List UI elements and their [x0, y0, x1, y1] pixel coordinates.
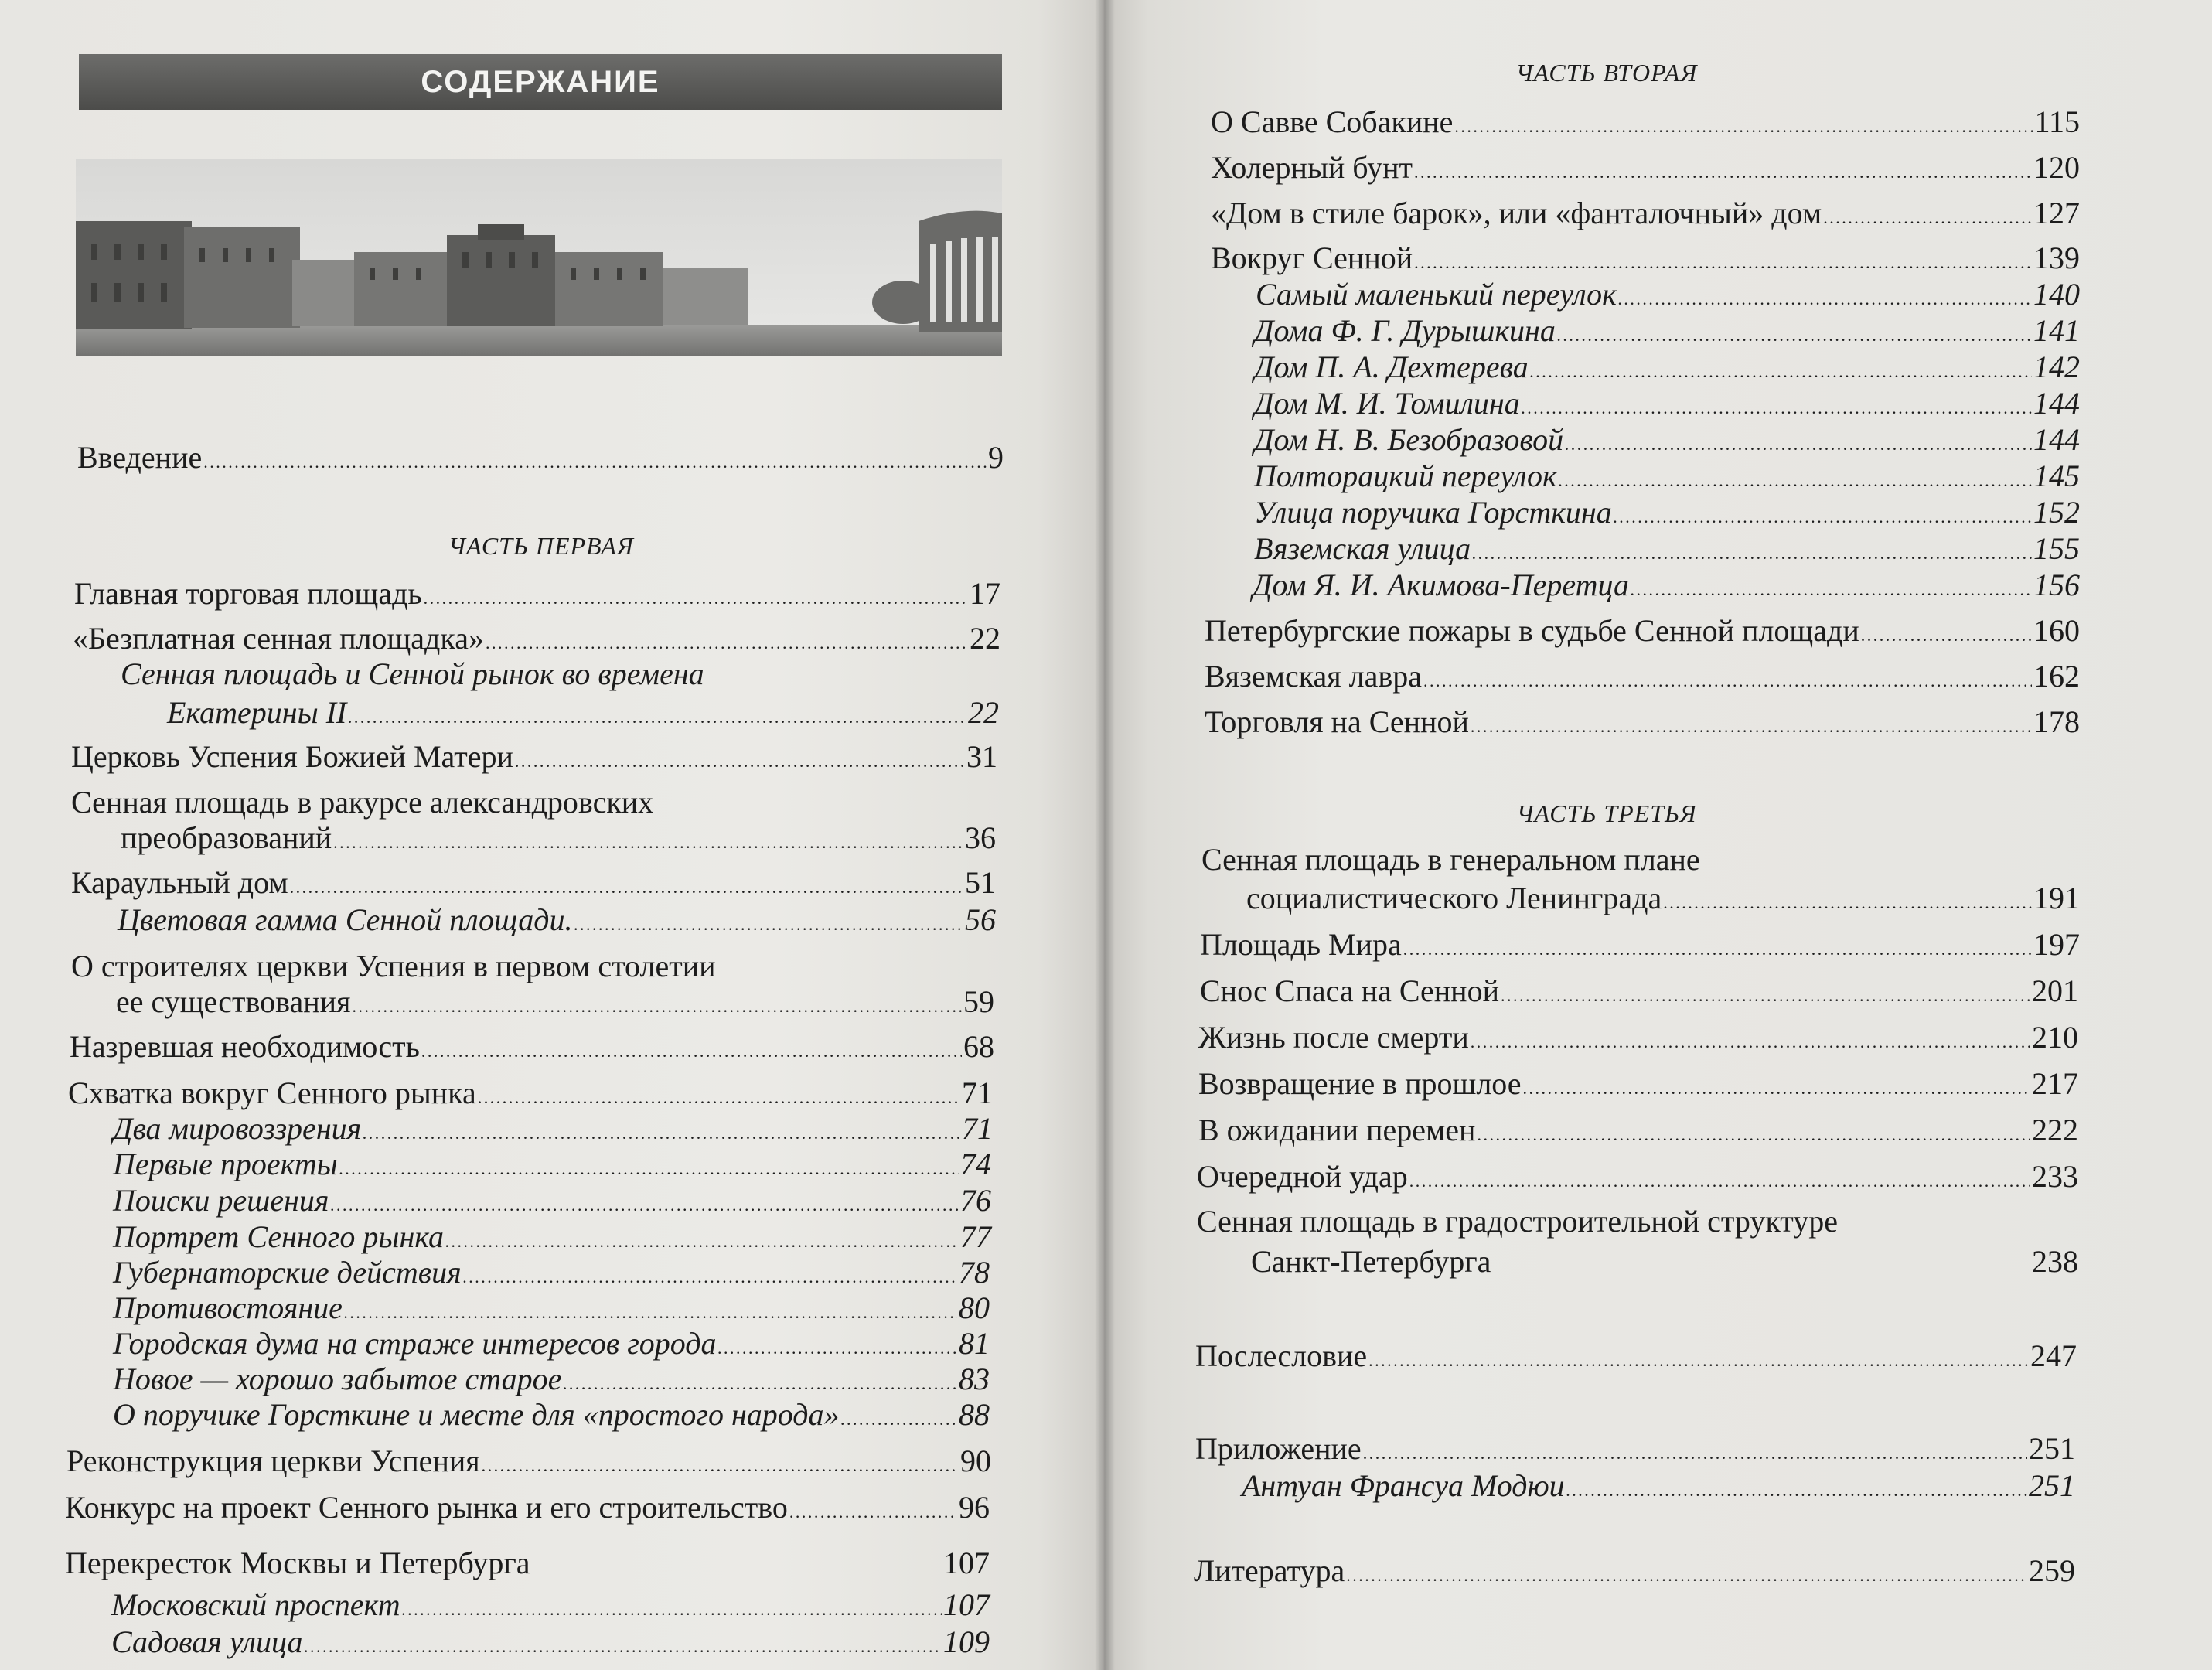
toc-entry[interactable] — [1246, 880, 2080, 922]
toc-entry[interactable] — [70, 1028, 994, 1070]
toc-entry[interactable] — [66, 1443, 991, 1484]
toc-entry-title: ее существования — [116, 984, 351, 1019]
toc-entry[interactable] — [1200, 973, 2078, 1014]
toc-entry-title: Московский проспект — [111, 1587, 400, 1622]
toc-entry-page: 88 — [959, 1397, 990, 1432]
toc-entry-title: Церковь Успения Божией Матери — [71, 739, 513, 774]
dot-leader — [1557, 312, 2032, 354]
dot-leader — [1409, 1158, 2030, 1200]
toc-entry-title: Торговля на Сенной — [1205, 704, 1469, 739]
toc-entry-page: 17 — [970, 576, 1000, 611]
toc-entry-title: Вокруг Сенной — [1211, 240, 1413, 275]
dot-leader — [1530, 349, 2032, 390]
toc-entry-page: 155 — [2033, 531, 2080, 566]
toc-entry[interactable] — [1205, 704, 2080, 745]
toc-entry[interactable] — [1254, 349, 2080, 390]
toc-entry-title: Садовая улица — [111, 1624, 303, 1659]
toc-entry-page: 145 — [2033, 458, 2080, 493]
toc-entry-page: 81 — [959, 1326, 990, 1361]
dot-leader — [1454, 104, 2033, 145]
toc-entry-page: 141 — [2033, 313, 2080, 348]
toc-entry-title: Новое — хорошо забытое старое — [113, 1362, 562, 1396]
left-page — [0, 0, 1104, 1670]
dot-leader — [1363, 1430, 2027, 1472]
toc-entry-page: 162 — [2033, 659, 2080, 694]
dot-leader — [1477, 1112, 2030, 1154]
toc-entry-page: 251 — [2029, 1431, 2075, 1466]
part-one-heading: ЧАСТЬ ПЕРВАЯ — [448, 532, 634, 560]
toc-entry[interactable] — [1200, 926, 2080, 968]
toc-entry[interactable] — [65, 1545, 990, 1586]
dot-leader — [1522, 385, 2032, 427]
toc-entry-title: Портрет Сенного рынка — [113, 1219, 445, 1254]
toc-entry-title: Городская дума на страже интересов города — [113, 1326, 717, 1361]
dot-leader — [1559, 458, 2032, 499]
toc-entry-page: 120 — [2033, 150, 2080, 185]
toc-entry-title: Антуан Франсуа Модюи — [1242, 1468, 1565, 1503]
dot-leader — [1618, 276, 2032, 318]
toc-entry-page: 233 — [2032, 1159, 2078, 1194]
dot-leader — [402, 1586, 942, 1628]
toc-entry-page: 191 — [2033, 881, 2080, 915]
dot-leader — [348, 694, 966, 736]
toc-entry-page: 68 — [963, 1029, 994, 1064]
toc-entry-page: 76 — [960, 1183, 991, 1218]
toc-entry-title-line1[interactable]: О строителях церкви Успения в первом столетии — [71, 949, 716, 983]
toc-entry[interactable] — [121, 820, 996, 861]
toc-entry-page: 222 — [2032, 1113, 2078, 1147]
dot-leader — [1414, 149, 2032, 191]
toc-entry-page: 96 — [959, 1490, 990, 1525]
dot-leader — [352, 983, 962, 1025]
toc-entry[interactable] — [1253, 567, 2080, 608]
dot-leader — [1414, 240, 2032, 281]
toc-entry-title: О Савве Собакине — [1211, 104, 1454, 139]
dot-leader — [1823, 195, 2032, 237]
toc-entry-page: 71 — [962, 1075, 993, 1110]
toc-entry-title-line1[interactable]: Сенная площадь и Сенной рынок во времена — [121, 656, 704, 691]
toc-entry[interactable] — [113, 1182, 991, 1224]
dot-leader — [1523, 1065, 2030, 1107]
toc-entry-page: 140 — [2033, 277, 2080, 312]
toc-entry-page: 80 — [959, 1290, 990, 1325]
toc-entry-title: Улица поручика Горсткина — [1254, 495, 1612, 530]
toc-entry-title: Дома Ф. Г. Дурышкина — [1254, 313, 1556, 348]
toc-entry-afterword[interactable] — [1195, 1338, 2077, 1379]
contents-title-bar — [79, 54, 1002, 110]
toc-entry[interactable] — [1198, 1065, 2078, 1107]
dot-leader — [339, 1146, 959, 1188]
toc-entry-title: Дом П. А. Дехтерева — [1254, 349, 1529, 384]
toc-entry-title: Схватка вокруг Сенного рынка — [68, 1075, 476, 1110]
toc-entry-title: «Дом в стиле барок», или «фанталочный» дом — [1211, 196, 1822, 230]
dot-leader — [304, 1624, 942, 1665]
toc-entry-page: 197 — [2033, 927, 2080, 962]
toc-entry[interactable] — [1254, 385, 2080, 427]
toc-entry-title: Первые проекты — [113, 1147, 338, 1181]
toc-entry-page: 22 — [970, 621, 1000, 656]
toc-entry-page: 31 — [966, 739, 997, 774]
toc-entry-page: 56 — [965, 902, 996, 937]
toc-entry-page: 251 — [2029, 1468, 2075, 1503]
toc-entry-page: 107 — [943, 1546, 990, 1580]
dot-leader — [1471, 704, 2032, 745]
toc-entry[interactable] — [1211, 104, 2080, 145]
toc-entry-page: 51 — [965, 865, 996, 900]
toc-entry-title: Конкурс на проект Сенного рынка и его строительство — [65, 1490, 788, 1525]
toc-entry[interactable] — [167, 694, 999, 736]
toc-entry-page: 59 — [963, 984, 994, 1019]
toc-entry-page: 160 — [2033, 613, 2080, 648]
toc-entry-title: Дом Я. И. Акимова-Перетца — [1253, 567, 1629, 602]
toc-entry-page: 9 — [988, 440, 1004, 475]
toc-entry[interactable] — [118, 901, 996, 943]
dot-leader — [1501, 973, 2030, 1014]
toc-entry-title: Холерный бунт — [1211, 150, 1413, 185]
toc-entry-title: Губернаторские действия — [113, 1255, 462, 1290]
toc-entry-title: Полторацкий переулок — [1254, 458, 1557, 493]
book-spine-shadow — [1095, 0, 1115, 1670]
toc-entry-title: Главная торговая площадь — [74, 576, 422, 611]
toc-entry-appendix-sub[interactable] — [1242, 1467, 2075, 1509]
toc-entry-title: Перекресток Москвы и Петербурга — [65, 1546, 530, 1580]
toc-entry-page: 115 — [2034, 104, 2080, 139]
part-two-heading: ЧАСТЬ ВТОРАЯ — [1515, 59, 1698, 87]
toc-entry-page: 77 — [960, 1219, 991, 1254]
toc-entry-title: Приложение — [1195, 1431, 1362, 1466]
toc-entry-title-line1[interactable]: Сенная площадь в ракурсе александровских — [71, 785, 654, 820]
toc-entry-title-line1[interactable]: Сенная площадь в градостроительной структуре — [1197, 1204, 1838, 1239]
toc-entry-page: 78 — [959, 1255, 990, 1290]
dot-leader — [1471, 1019, 2030, 1061]
dot-leader — [203, 439, 987, 481]
toc-entry-title: Самый маленький переулок — [1256, 277, 1617, 312]
toc-entry[interactable] — [111, 1624, 990, 1665]
toc-entry-title: Назревшая необходимость — [70, 1029, 420, 1064]
toc-entry[interactable] — [1254, 421, 2080, 463]
dot-leader — [1565, 421, 2032, 463]
toc-entry-title: Два мировоззрения — [113, 1111, 362, 1146]
toc-entry-title: Екатерины II — [167, 695, 347, 730]
toc-entry-page: 90 — [960, 1443, 991, 1478]
dot-leader — [421, 1028, 962, 1070]
toc-entry[interactable] — [1211, 195, 2080, 237]
toc-entry-page: 217 — [2032, 1066, 2078, 1101]
toc-entry-appendix[interactable] — [1195, 1430, 2075, 1472]
toc-entry[interactable] — [71, 738, 997, 780]
dot-leader — [333, 820, 963, 861]
toc-entry-page: 201 — [2032, 973, 2078, 1008]
dot-leader — [1403, 926, 2032, 968]
toc-entry[interactable] — [1254, 458, 2080, 499]
toc-entry-title: преобразований — [121, 820, 332, 855]
dot-leader — [515, 738, 965, 780]
dot-leader — [1346, 1552, 2027, 1594]
toc-entry-title: Петербургские пожары в судьбе Сенной площади — [1205, 613, 1859, 648]
toc-entry[interactable] — [1211, 240, 2080, 281]
toc-entry[interactable] — [1198, 1019, 2078, 1061]
toc-entry[interactable] — [65, 1489, 990, 1531]
toc-entry-page: 22 — [968, 695, 999, 730]
part-three-heading: ЧАСТЬ ТРЕТЬЯ — [1516, 799, 1697, 827]
toc-entry-literature[interactable] — [1194, 1552, 2075, 1594]
toc-entry-title: Караульный дом — [71, 865, 288, 900]
toc-entry-page: 178 — [2033, 704, 2080, 739]
toc-entry[interactable] — [1205, 612, 2080, 654]
toc-entry-page: 36 — [965, 820, 996, 855]
toc-entry[interactable] — [113, 1396, 990, 1438]
toc-entry-title: Поиски решения — [113, 1183, 329, 1218]
toc-entry-title: Вяземская улица — [1254, 531, 1471, 566]
toc-entry-page: 247 — [2030, 1338, 2077, 1373]
dot-leader — [1423, 658, 2032, 700]
toc-entry-intro[interactable] — [77, 439, 1004, 481]
dot-leader — [574, 901, 963, 943]
dot-leader — [1861, 612, 2032, 654]
toc-entry-page: 139 — [2033, 240, 2080, 275]
toc-entry-title: Санкт-Петербурга — [1251, 1244, 1491, 1279]
toc-entry-title: Дом М. И. Томилина — [1254, 386, 1520, 421]
dot-leader — [1663, 880, 2032, 922]
toc-entry-title: Вяземская лавра — [1205, 659, 1423, 694]
toc-entry-title: Введение — [77, 440, 203, 475]
toc-entry[interactable] — [1205, 658, 2080, 700]
toc-entry-page: 152 — [2033, 495, 2080, 530]
toc-entry-title: Жизнь после смерти — [1198, 1020, 1469, 1055]
dot-leader — [331, 1182, 959, 1224]
toc-entry-title-line1[interactable]: Сенная площадь в генеральном плане — [1201, 842, 1700, 877]
toc-entry[interactable] — [116, 983, 994, 1025]
toc-entry-title: Цветовая гамма Сенной площади. — [118, 902, 573, 937]
toc-entry-page: 210 — [2032, 1020, 2078, 1055]
toc-entry-title: Литература — [1194, 1553, 1345, 1588]
toc-entry-title: О поручике Горсткине и месте для «простого народа» — [113, 1397, 840, 1432]
toc-entry-page: 74 — [960, 1147, 991, 1181]
toc-entry-title: В ожидании перемен — [1198, 1113, 1476, 1147]
dot-leader — [1566, 1467, 2027, 1509]
dot-leader — [1368, 1338, 2029, 1379]
toc-entry-page: 127 — [2033, 196, 2080, 230]
toc-entry-title: Площадь Мира — [1200, 927, 1402, 962]
toc-entry[interactable] — [1251, 1243, 2078, 1285]
toc-entry-page: 156 — [2033, 567, 2080, 602]
toc-entry-title: Реконструкция церкви Успения — [66, 1443, 480, 1478]
panorama-illustration — [76, 159, 1002, 356]
toc-entry-page: 83 — [959, 1362, 990, 1396]
toc-entry[interactable] — [111, 1586, 990, 1628]
toc-entry[interactable] — [1256, 276, 2080, 318]
toc-entry-page: 144 — [2033, 422, 2080, 457]
toc-entry[interactable] — [1198, 1112, 2078, 1154]
toc-entry[interactable] — [71, 864, 996, 906]
dot-leader — [290, 864, 963, 906]
dot-leader — [789, 1489, 957, 1531]
toc-entry-page: 107 — [943, 1587, 990, 1622]
toc-entry-title: социалистического Ленинграда — [1246, 881, 1662, 915]
toc-entry-title: Дом Н. В. Безобразовой — [1254, 422, 1564, 457]
toc-entry[interactable] — [113, 1146, 991, 1188]
dot-leader — [1472, 530, 2032, 572]
dot-leader — [841, 1396, 957, 1438]
toc-entry-title: Снос Спаса на Сенной — [1200, 973, 1499, 1008]
toc-entry-page: 144 — [2033, 386, 2080, 421]
toc-entry[interactable] — [1254, 530, 2080, 572]
toc-entry[interactable] — [1211, 149, 2080, 191]
toc-entry-page: 259 — [2029, 1553, 2075, 1588]
toc-entry[interactable] — [1254, 494, 2080, 536]
toc-entry[interactable] — [74, 575, 1000, 617]
dot-leader — [1614, 494, 2032, 536]
toc-entry[interactable] — [1197, 1158, 2078, 1200]
toc-entry-page: 238 — [2032, 1244, 2078, 1279]
dot-leader — [1631, 567, 2032, 608]
toc-entry-title: Послесловие — [1195, 1338, 1368, 1373]
toc-entry-title: Возвращение в прошлое — [1198, 1066, 1522, 1101]
toc-entry-title: «Безплатная сенная площадка» — [73, 621, 484, 656]
dot-leader — [424, 575, 968, 617]
toc-entry-title: Противостояние — [113, 1290, 343, 1325]
toc-entry-title: Очередной удар — [1197, 1159, 1408, 1194]
toc-entry-page: 142 — [2033, 349, 2080, 384]
contents-title: СОДЕРЖАНИЕ — [421, 64, 660, 99]
toc-entry-page: 71 — [962, 1111, 993, 1146]
dot-leader — [482, 1443, 959, 1484]
right-page — [1104, 0, 2212, 1670]
toc-entry-page: 109 — [943, 1624, 990, 1659]
toc-entry[interactable] — [1254, 312, 2080, 354]
